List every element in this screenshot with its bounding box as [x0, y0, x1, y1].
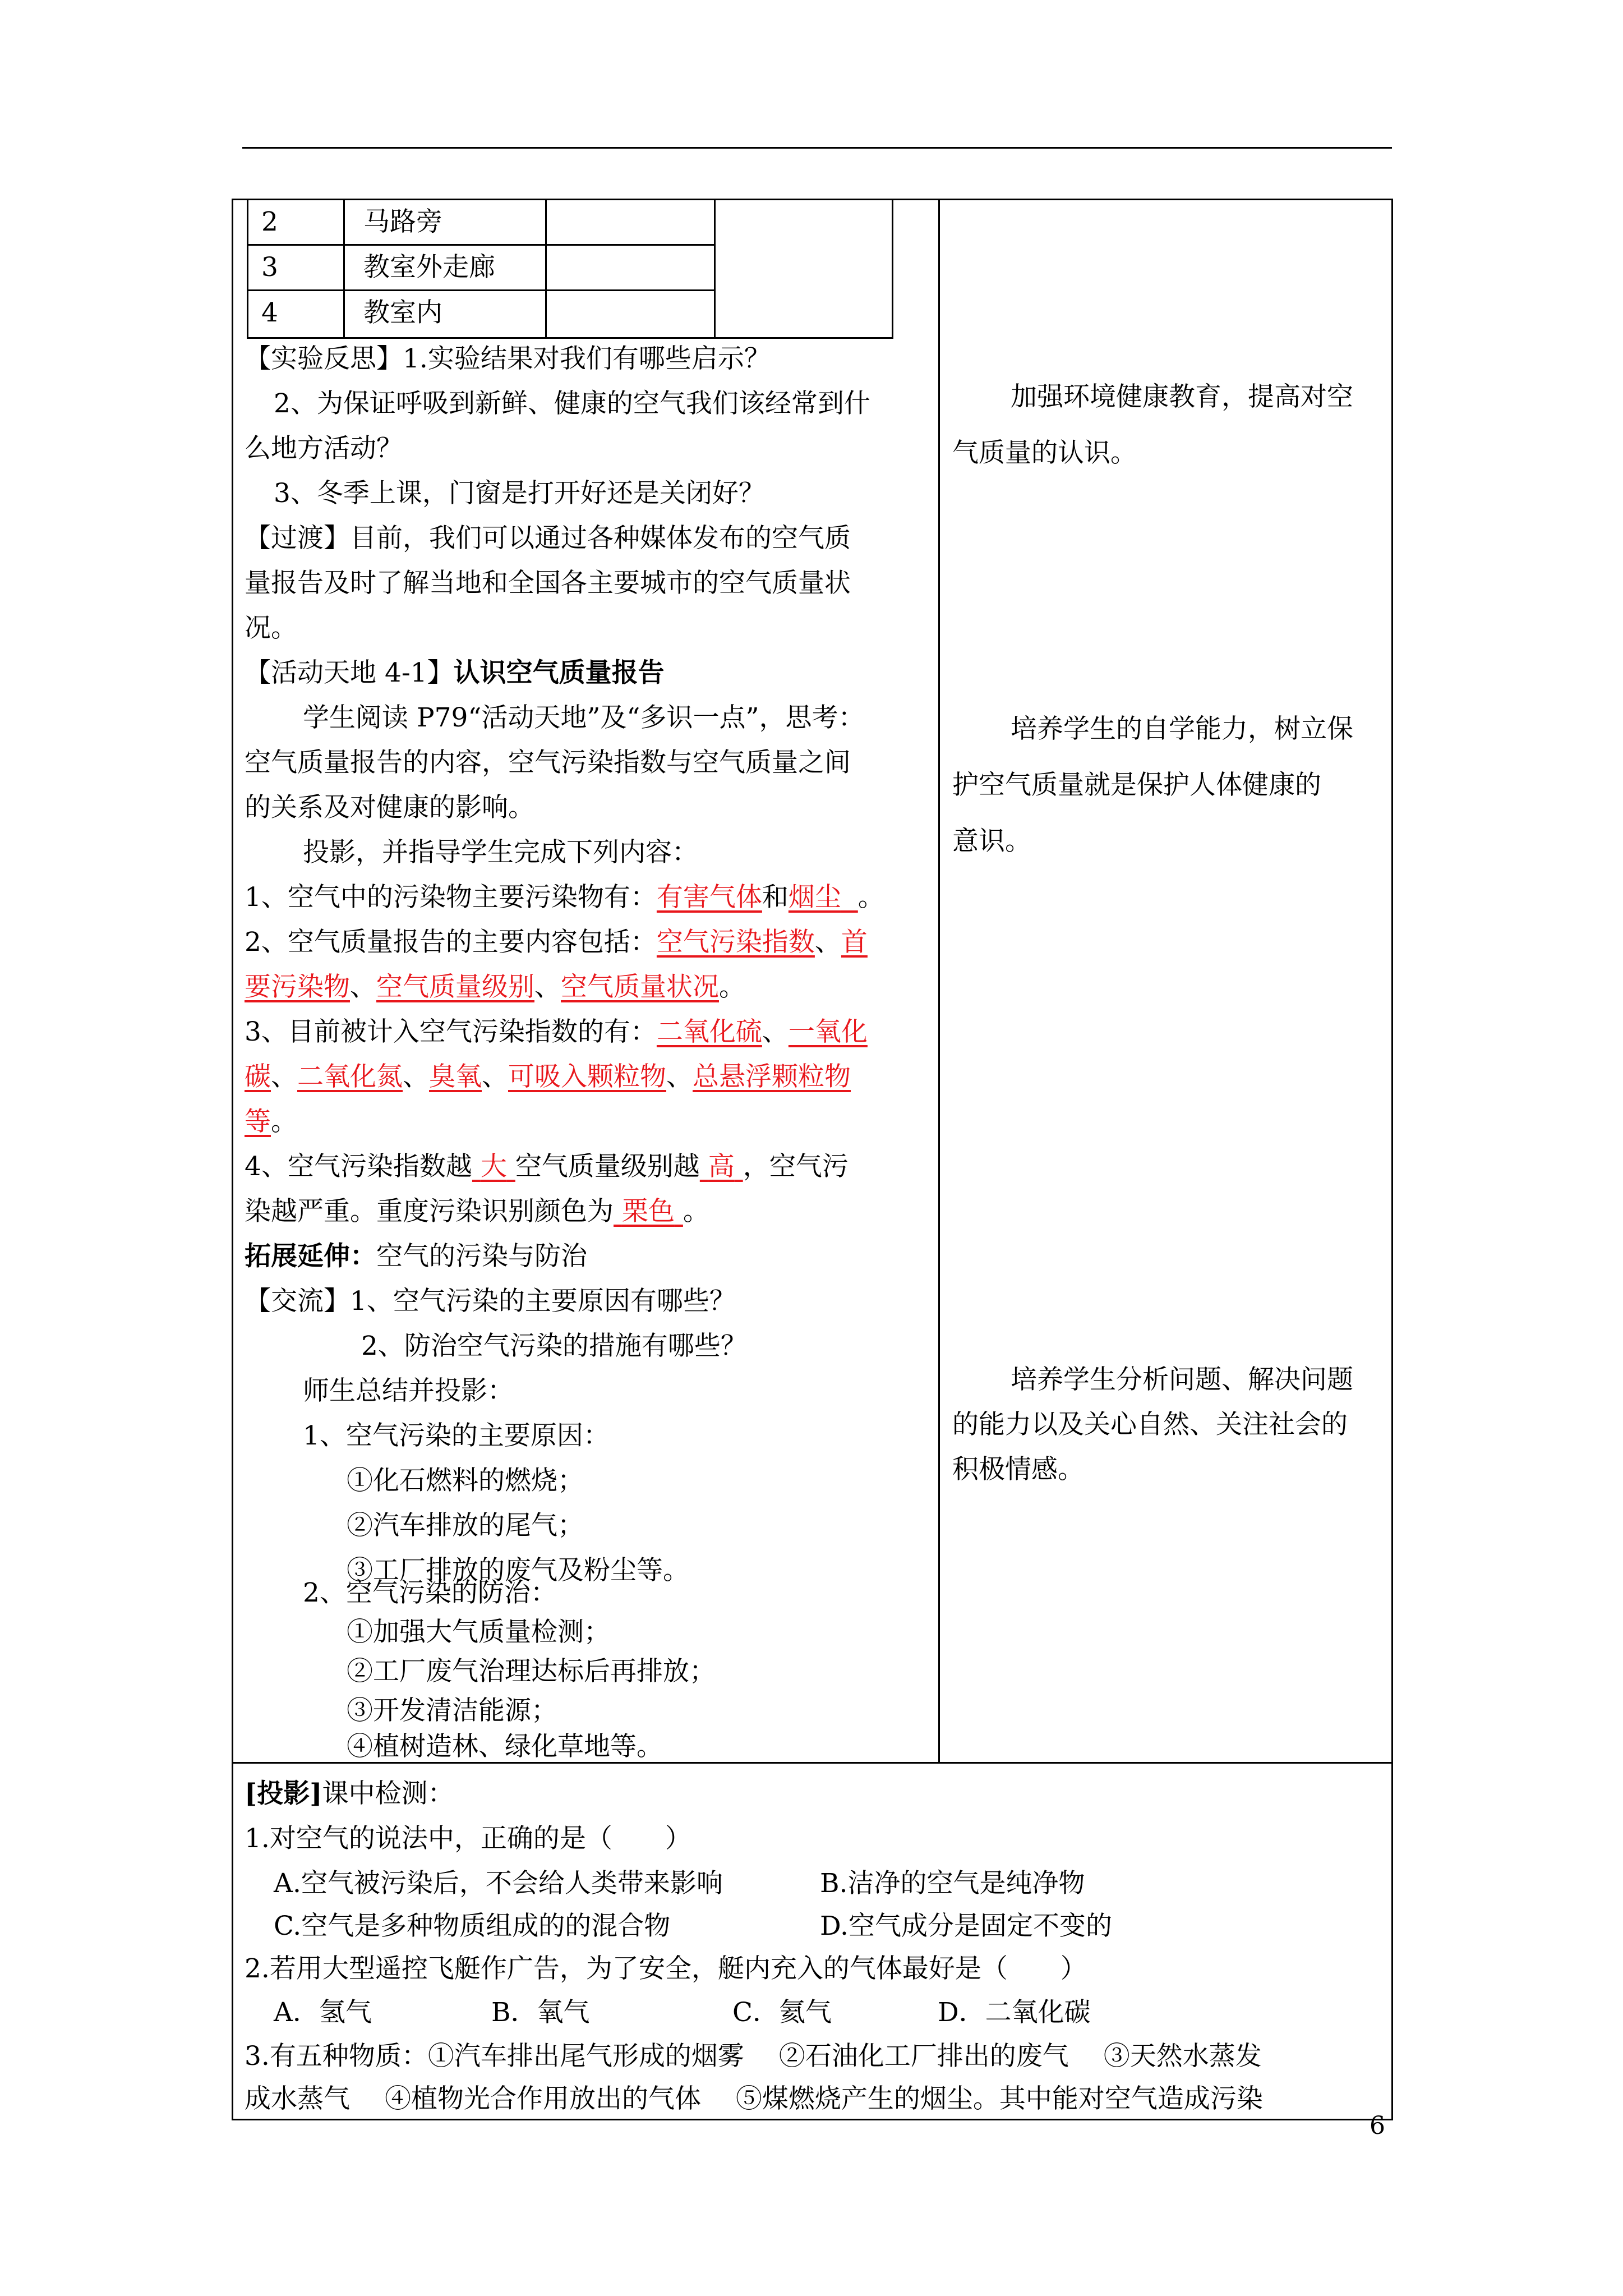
cause-item: ③工厂排放的废气及粉尘等。: [347, 1555, 689, 1586]
transition-text-2: 量报告及时了解当地和全国各主要城市的空气质量状: [245, 568, 851, 599]
activity-title: 认识空气质量报告: [453, 657, 665, 688]
fill-item-3: [245, 1010, 868, 1055]
prevention-item: ②工厂废气治理达标后再排放；: [347, 1656, 716, 1687]
punctuation: 、: [534, 972, 561, 1002]
exchange-question-2: 2、防治空气污染的措施有哪些？: [361, 1331, 747, 1361]
question-2: 2.若用大型遥控飞艇作广告，为了安全，艇内充入的气体最好是（ ）: [245, 1953, 1087, 1984]
reading-text-3: 的关系及对健康的影响。: [245, 792, 534, 823]
table-cell-place: 马路旁: [363, 206, 442, 237]
punctuation: 。: [271, 1106, 297, 1137]
punctuation: 、: [814, 927, 841, 958]
reflection-line: [245, 337, 771, 381]
check-heading: [投影]: [245, 1778, 322, 1809]
option: C.空气是多种物质组成的的混合物: [274, 1911, 671, 1941]
prevention-item: ①加强大气质量检测；: [347, 1617, 610, 1648]
prevention-item: ③开发清洁能源；: [347, 1695, 557, 1726]
punctuation: 、: [762, 1016, 789, 1047]
answer-text: 空气质量级别: [376, 972, 534, 1002]
reflection-question-3: 3、冬季上课，门窗是打开好还是关闭好？: [274, 478, 765, 509]
fill-item-4-mid: 空气质量级别越: [515, 1151, 700, 1182]
option: D.空气成分是固定不变的: [820, 1911, 1112, 1941]
punctuation: 、: [403, 1061, 429, 1092]
check-heading-line: [245, 1772, 454, 1816]
answer-text: 碳: [245, 1061, 271, 1092]
column-divider: [938, 199, 940, 1764]
answer-text: 总悬浮颗粒物: [693, 1061, 851, 1092]
table-cell-place: 教室外走廊: [363, 252, 495, 283]
table-cell-place: 教室内: [363, 297, 442, 328]
answer-blank: [841, 882, 858, 913]
exchange-line: [245, 1279, 736, 1324]
answer-text: 大: [480, 1151, 507, 1182]
fill-item-4-cont: [245, 1189, 709, 1234]
design-note: 意识。: [952, 826, 1031, 857]
reading-text-2: 空气质量报告的内容，空气污染指数与空气质量之间: [245, 747, 851, 778]
fill-item-2-cont: [245, 965, 745, 1010]
option: D．二氧化碳: [938, 1997, 1091, 2028]
punctuation: 。: [857, 882, 884, 913]
inner-table-col3: [714, 199, 716, 339]
summary-text: 师生总结并投影：: [303, 1375, 514, 1406]
fill-item-4-text-2: 染越严重。重度污染识别颜色为: [245, 1196, 614, 1227]
answer-text: 烟尘: [788, 882, 841, 913]
fill-item-1-text: 1、空气中的污染物主要污染物有：: [245, 882, 657, 913]
inner-table-col1: [343, 199, 345, 339]
fill-item-1: [245, 875, 884, 920]
table-cell-no: 3: [261, 252, 278, 283]
fill-item-3-text: 3、目前被计入空气污染指数的有：: [245, 1016, 657, 1047]
extension-text: 空气的污染与防治: [376, 1241, 587, 1272]
option: B．氧气: [491, 1997, 590, 2028]
answer-text: 栗色: [621, 1196, 675, 1227]
design-note: 加强环境健康教育，提高对空: [1011, 381, 1353, 412]
punctuation: 。: [683, 1196, 709, 1227]
option: B.洁净的空气是纯净物: [820, 1868, 1085, 1899]
exchange-heading: 【交流】: [245, 1286, 350, 1317]
option: A．氢气: [274, 1997, 372, 2028]
causes-heading: 1、空气污染的主要原因：: [303, 1420, 610, 1451]
punctuation: 、: [350, 972, 376, 1002]
design-note: 护空气质量就是保护人体健康的: [952, 770, 1321, 800]
design-note: 积极情感。: [952, 1454, 1084, 1485]
answer-text: 等: [245, 1106, 271, 1137]
reflection-question-1: 1.实验结果对我们有哪些启示？: [403, 343, 771, 374]
answer-text: 二氧化硫: [656, 1016, 762, 1047]
punctuation: 、: [666, 1061, 693, 1092]
design-note: 培养学生的自学能力，树立保: [1011, 714, 1353, 744]
transition-text: 目前，我们可以通过各种媒体发布的空气质: [350, 523, 851, 554]
extension-heading: 拓展延伸：: [245, 1241, 376, 1272]
activity-line: [245, 651, 665, 696]
prevention-item: ④植树造林、绿化草地等。: [347, 1731, 663, 1762]
punctuation: 、: [482, 1061, 508, 1092]
question-3-cont: 成水蒸气 ④植物光合作用放出的气体 ⑤煤燃烧产生的烟尘。其中能对空气造成污染: [245, 2083, 1263, 2114]
answer-text: 二氧化氮: [297, 1061, 403, 1092]
exchange-question-1: 1、空气污染的主要原因有哪些？: [350, 1286, 736, 1317]
fill-item-4-text: 4、空气污染指数越: [245, 1151, 472, 1182]
transition-line: [245, 516, 851, 561]
option: C．氦气: [732, 1997, 832, 2028]
answer-text: 有害气体: [656, 882, 762, 913]
fill-item-4: [245, 1144, 849, 1189]
cause-item: ②汽车排放的尾气；: [347, 1510, 584, 1541]
reading-text-1: 学生阅读 P79“活动天地”及“多识一点”，思考：: [303, 702, 865, 733]
question-1: 1.对空气的说法中，正确的是（ ）: [245, 1823, 691, 1854]
table-cell-no: 2: [261, 206, 278, 237]
table-cell-no: 4: [261, 297, 278, 328]
header-rule: [242, 147, 1392, 149]
question-3: 3.有五种物质：①汽车排出尾气形成的烟雾 ②石油化工厂排出的废气 ③天然水蒸发: [245, 2041, 1262, 2072]
answer-text: 空气质量状况: [561, 972, 719, 1002]
prevention-heading: 2、空气污染的防治：: [303, 1577, 557, 1608]
transition-heading: 【过渡】: [245, 523, 350, 554]
answer-text: 首: [841, 927, 868, 958]
design-note: 气质量的认识。: [952, 438, 1137, 468]
projection-instruction: 投影，并指导学生完成下列内容：: [303, 837, 698, 868]
extension-line: [245, 1234, 587, 1279]
cause-item: ①化石燃料的燃烧；: [347, 1465, 584, 1496]
design-note: 培养学生分析问题、解决问题: [1011, 1364, 1353, 1395]
punctuation: 。: [719, 972, 745, 1002]
page-number: 6: [1370, 2111, 1385, 2140]
answer-text: 臭氧: [429, 1061, 482, 1092]
inner-table-col2: [545, 199, 547, 339]
reflection-question-2-cont: 么地方活动？: [245, 433, 403, 464]
fill-item-4-post: ，空气污: [743, 1151, 849, 1182]
answer-text: 空气污染指数: [656, 927, 815, 958]
connector-text: 和: [762, 882, 789, 913]
activity-heading: 【活动天地 4-1】: [245, 657, 454, 688]
option: A.空气被污染后，不会给人类带来影响: [274, 1868, 723, 1899]
answer-text: 要污染物: [245, 972, 350, 1002]
transition-text-3: 况。: [245, 613, 297, 643]
answer-text: 一氧化: [788, 1016, 868, 1047]
fill-item-3-cont: [245, 1055, 851, 1099]
fill-item-3-end: [245, 1099, 297, 1144]
design-note: 的能力以及关心自然、关注社会的: [952, 1409, 1348, 1440]
check-heading-text: 课中检测：: [322, 1778, 454, 1809]
fill-item-2: [245, 920, 868, 965]
answer-text: 高: [708, 1151, 735, 1182]
fill-item-2-text: 2、空气质量报告的主要内容包括：: [245, 927, 657, 958]
reflection-question-2: 2、为保证呼吸到新鲜、健康的空气我们该经常到什: [274, 388, 870, 419]
reflection-heading: 【实验反思】: [245, 343, 403, 374]
punctuation: 、: [271, 1061, 297, 1092]
answer-text: 可吸入颗粒物: [508, 1061, 666, 1092]
